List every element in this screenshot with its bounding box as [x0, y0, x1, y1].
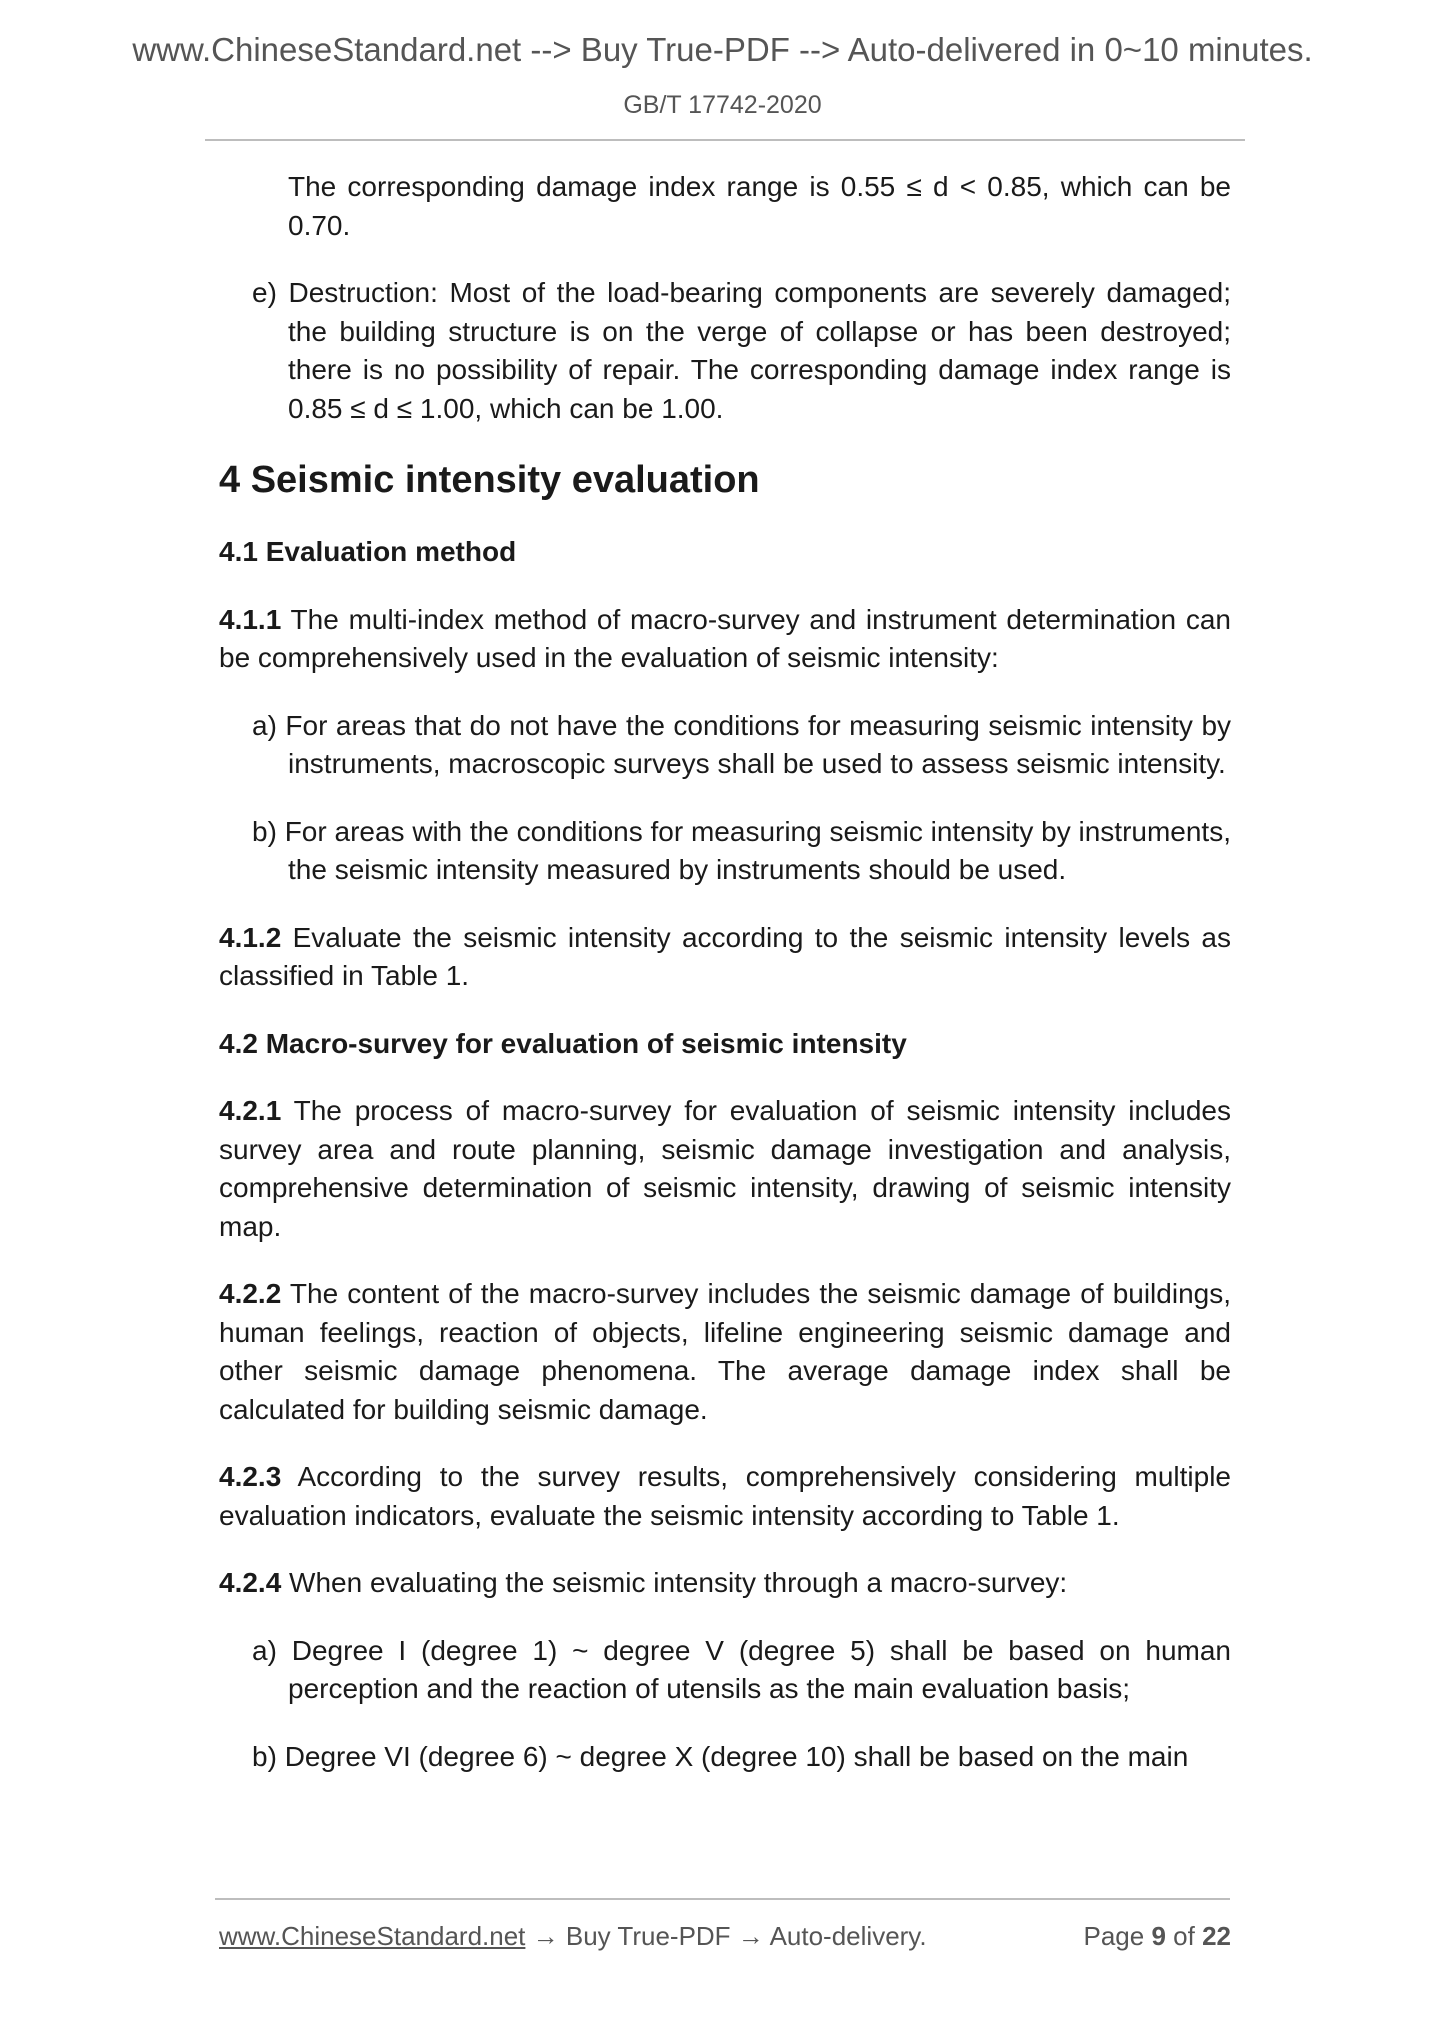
- list-item-text: Destruction: Most of the load-bearing components are severely damaged; the building structure is on the verge of collapse or has been destroyed; there is no possibility of repair. The corresponding damage index range is 0.85 ≤ d ≤ 1.00, which can be 1.00.: [288, 277, 1231, 424]
- document-body: [219, 168, 1231, 1805]
- page-indicator: [1083, 1921, 1231, 1952]
- clause-4-2-4: [219, 1564, 1231, 1603]
- clause-4-2-1: [219, 1092, 1231, 1246]
- list-item-b: [219, 813, 1231, 890]
- clause-text: The process of macro-survey for evaluation of seismic intensity includes survey area and route planning, seismic damage investigation and analysis, comprehensive determination of seismic intensity, drawing of seismic intensity map.: [219, 1095, 1231, 1242]
- clause-text: Evaluate the seismic intensity according to the seismic intensity levels as classified in Table 1.: [219, 921, 1231, 991]
- list-item-a: [219, 707, 1231, 784]
- header-divider: [205, 139, 1245, 141]
- list-marker: a): [252, 709, 277, 741]
- clause-number: 4.2.2: [219, 1278, 282, 1309]
- clause-4-2-3: [219, 1458, 1231, 1535]
- page-total: 22: [1202, 1921, 1231, 1951]
- clause-text: The multi-index method of macro-survey and instrument determination can be comprehensively used in the evaluation of seismic intensity:: [219, 603, 1231, 673]
- clause-number: 4.2.3: [219, 1461, 282, 1492]
- clause-text: The content of the macro-survey includes the seismic damage of buildings, human feelings, reaction of objects, lifeline engineering seismic damage and other seismic damage phenomena. The average damage index shall be calculated for building seismic damage.: [219, 1278, 1231, 1425]
- clause-number: 4.2.1: [219, 1095, 282, 1126]
- page-label: Page: [1083, 1921, 1145, 1951]
- list-marker: b): [252, 815, 277, 847]
- top-banner: www.ChineseStandard.net --> Buy True-PDF --> Auto-delivered in 0~10 minutes.: [132, 31, 1313, 68]
- section-4-heading: 4 Seismic intensity evaluation: [219, 459, 760, 501]
- site-link[interactable]: www.ChineseStandard.net: [219, 1921, 526, 1951]
- section-4-2-heading: 4.2 Macro-survey for evaluation of seismic intensity: [219, 1027, 907, 1059]
- clause-number: 4.2.4: [219, 1567, 282, 1598]
- footer-divider: [215, 1898, 1230, 1900]
- clause-4-1-1: [219, 601, 1231, 678]
- list-marker: a): [252, 1634, 277, 1666]
- clause-number: 4.1.1: [219, 603, 282, 635]
- clause-number: 4.1.2: [219, 921, 282, 953]
- list-item-text: For areas that do not have the conditions for measuring seismic intensity by instruments, macroscopic surveys shall be used to assess seismic intensity.: [285, 709, 1232, 779]
- footer-tagline: → Buy True-PDF → Auto-delivery.: [525, 1921, 927, 1951]
- clause-4-1-2: [219, 919, 1231, 996]
- footer-promo: [219, 1921, 927, 1952]
- clause-4-2-2: [219, 1275, 1231, 1429]
- standard-code: GB/T 17742-2020: [623, 91, 822, 119]
- list-marker: e): [252, 277, 277, 308]
- list-item-text: Degree I (degree 1) ~ degree V (degree 5) shall be based on human perception and the reaction of utensils as the main evaluation basis;: [288, 1634, 1232, 1704]
- list-item-text: Degree VI (degree 6) ~ degree X (degree 10) shall be based on the main: [284, 1740, 1189, 1772]
- list-marker: b): [252, 1740, 277, 1772]
- list-item-e: [219, 274, 1231, 428]
- intro-continuation: The corresponding damage index range is 0.55 ≤ d < 0.85, which can be 0.70.: [288, 171, 1231, 241]
- list-item-text: For areas with the conditions for measuring seismic intensity by instruments, the seismic intensity measured by instruments should be used.: [284, 815, 1231, 885]
- list-item-b: [219, 1738, 1231, 1777]
- clause-text: When evaluating the seismic intensity through a macro-survey:: [281, 1567, 1068, 1598]
- of-label: of: [1173, 1921, 1195, 1951]
- section-4-1-heading: 4.1 Evaluation method: [219, 536, 517, 567]
- list-item-a: [219, 1632, 1231, 1709]
- clause-text: According to the survey results, comprehensively considering multiple evaluation indicators, evaluate the seismic intensity according to Table 1.: [219, 1461, 1231, 1531]
- page-number: 9: [1151, 1921, 1166, 1951]
